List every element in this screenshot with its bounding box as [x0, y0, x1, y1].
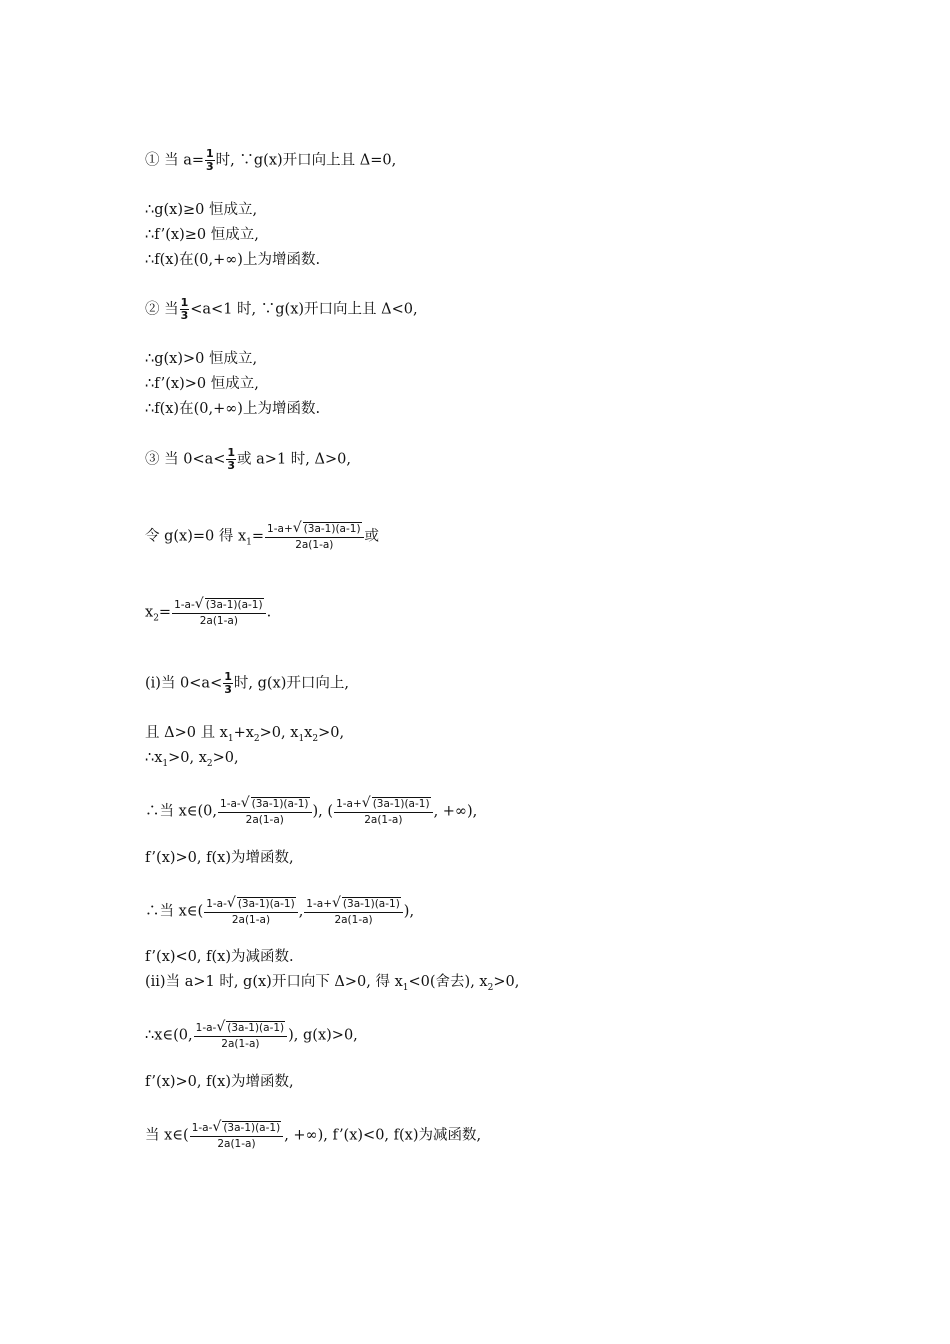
case-i-line2: $\therefore x_1>0$, $x_2>0$, — [145, 750, 239, 769]
root-plus-fraction: $\frac{1-a+√ (3a-1)(a-1)}{2a(1-a)}$ — [334, 796, 433, 827]
case-ii-line3: f’(x)>0, f(x)为增函数, — [145, 1074, 294, 1090]
fraction-one-third: $\frac{1}{3}$ — [227, 446, 236, 473]
case1-line1: ∴g(x)≥0 恒成立, — [145, 202, 258, 218]
root-minus-fraction: $\frac{1-a-√ (3a-1)(a-1)}{2a(1-a)}$ — [172, 597, 266, 628]
case2-line1: ∴g(x)>0 恒成立, — [145, 351, 258, 367]
case3-condition: ③ 当 0<a< $\frac{1}{3}$ 或 a>1 时, Δ>0, — [145, 446, 351, 473]
root-minus-fraction: $\frac{1-a-√ (3a-1)(a-1)}{2a(1-a)}$ — [190, 1120, 284, 1151]
root-minus-fraction: $\frac{1-a-√ (3a-1)(a-1)}{2a(1-a)}$ — [194, 1020, 288, 1051]
case1-condition: ① 当 a= $\frac{1}{3}$ 时, ∵g(x)开口向上且 Δ=0, — [145, 147, 397, 174]
root-minus-fraction: $\frac{1-a-√ (3a-1)(a-1)}{2a(1-a)}$ — [218, 796, 312, 827]
case-ii-condition: (ii)当 a>1 时, g(x)开口向下 Δ>0, 得 $x_1<0$(舍去), $x_2>0$, — [145, 974, 520, 993]
case1-line3: ∴f(x)在(0,+∞)上为增函数. — [145, 252, 321, 268]
fraction-one-third: $\frac{1}{3}$ — [224, 670, 232, 697]
root-minus-fraction: $\frac{1-a-√ (3a-1)(a-1)}{2a(1-a)}$ — [204, 896, 298, 927]
fraction-one-third: $\frac{1}{3}$ — [206, 147, 214, 174]
root-x2: $x_2=$ $\frac{1-a-√ (3a-1)(a-1)}{2a(1-a)}$ . — [145, 596, 272, 628]
case-ii-decrease-interval: 当 x∈( $\frac{1-a-√ (3a-1)(a-1)}{2a(1-a)}$ , +∞), f’(x)<0, f(x)为减函数, — [145, 1119, 482, 1151]
case1-line2: ∴f’(x)≥0 恒成立, — [145, 227, 259, 243]
case-i-line6: f’(x)<0, f(x)为减函数. — [145, 949, 294, 965]
case-ii-increase-interval: ∴x∈(0, $\frac{1-a-√ (3a-1)(a-1)}{2a(1-a)}$ ), g(x)>0, — [145, 1019, 358, 1051]
root-plus-fraction: $\frac{1-a+√ (3a-1)(a-1)}{2a(1-a)}$ — [265, 521, 364, 552]
case2-line3: ∴f(x)在(0,+∞)上为增函数. — [145, 401, 321, 417]
case2-line2: ∴f’(x)>0 恒成立, — [145, 376, 259, 392]
case2-condition: ② 当 $\frac{1}{3}$ <a<1 时, ∵g(x)开口向上且 Δ<0, — [145, 296, 418, 323]
case-i-increase-interval: ∴当 x∈(0, $\frac{1-a-√ (3a-1)(a-1)}{2a(1-a)}$ ), ( $\frac{1-a+√ (3a-1)(a-1)}{2a(1-a)}$ , +∞), — [145, 795, 478, 827]
root-plus-fraction: $\frac{1-a+√ (3a-1)(a-1)}{2a(1-a)}$ — [304, 896, 403, 927]
case-i-line4: f’(x)>0, f(x)为增函数, — [145, 850, 294, 866]
fraction-one-third: $\frac{1}{3}$ — [180, 296, 189, 323]
root-x1: 令 g(x)=0 得 $x_1=$ $\frac{1-a+√ (3a-1)(a-1)}{2a(1-a)}$ 或 — [145, 520, 380, 552]
case-i-decrease-interval: ∴当 x∈( $\frac{1-a-√ (3a-1)(a-1)}{2a(1-a)}$ , $\frac{1-a+√ (3a-1)(a-1)}{2a(1-a)}$ ), — [145, 895, 415, 927]
case-i-condition: (i)当 0<a< $\frac{1}{3}$ 时, g(x)开口向上, — [145, 670, 349, 697]
case-i-line1: 且 Δ>0 且 $x_1+x_2>0$, $x_1x_2>0$, — [145, 725, 345, 744]
